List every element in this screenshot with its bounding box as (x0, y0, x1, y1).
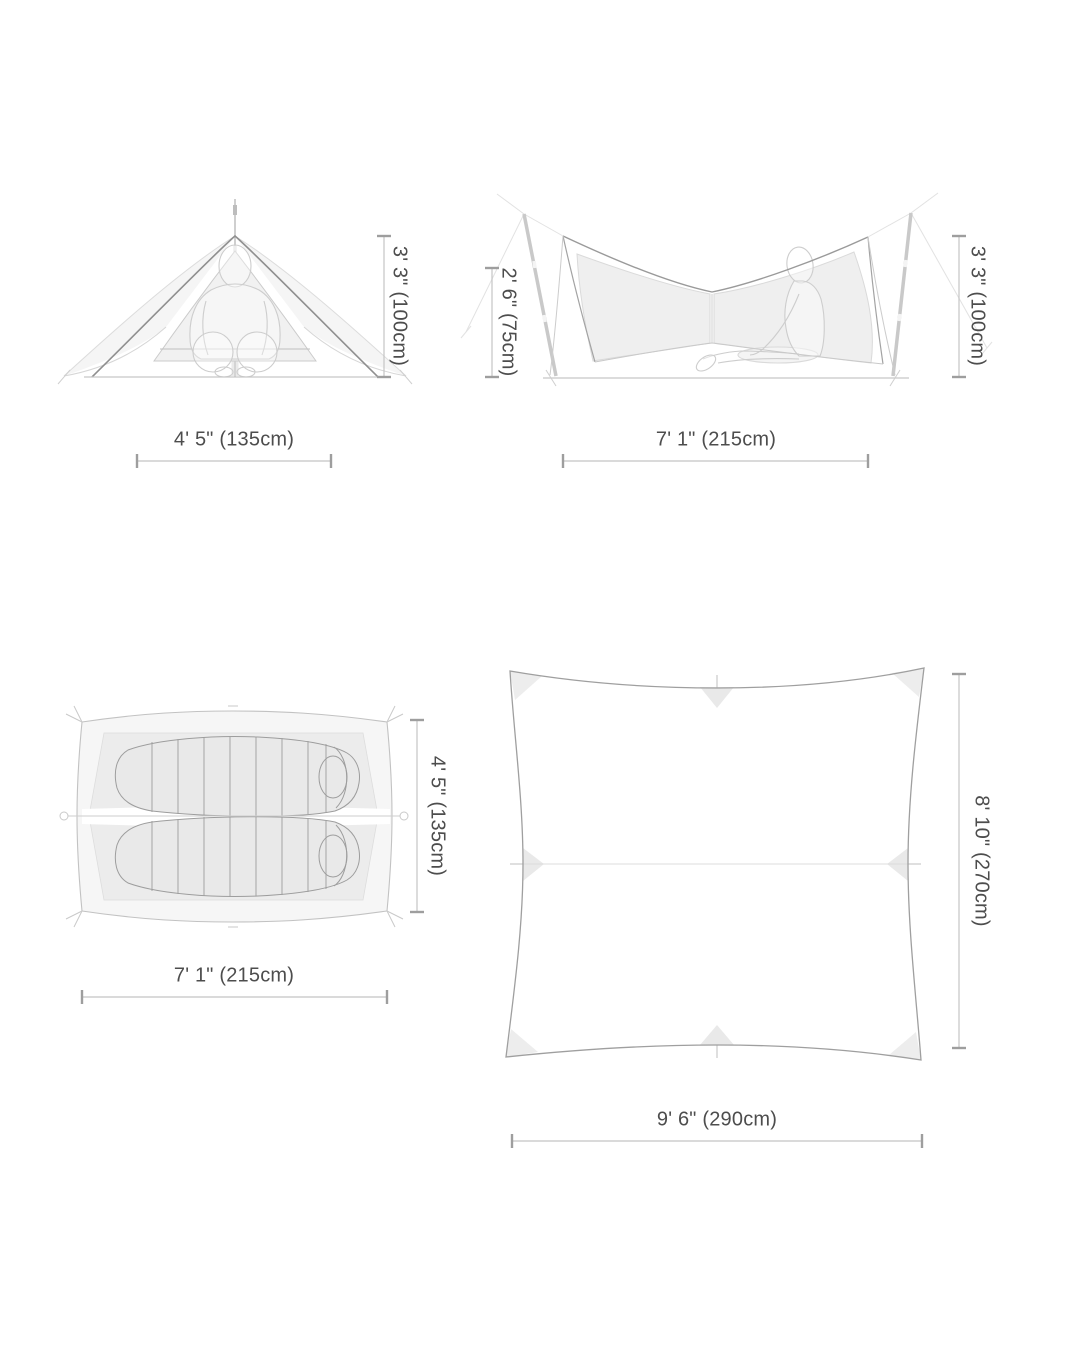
footprint-view (506, 668, 966, 1148)
top-width-dimension (410, 720, 424, 912)
stake-tick (58, 370, 70, 384)
pole-tip (233, 205, 237, 215)
footprint-depth-dimension (952, 674, 966, 1048)
tieout-ticks (510, 675, 921, 1058)
midedge-patches (523, 687, 908, 1045)
right-pole (893, 213, 911, 376)
front-width-dimension (137, 454, 331, 468)
side-length-dimension (563, 454, 868, 468)
left-pole (524, 214, 556, 376)
side-view (461, 193, 992, 468)
footprint-width-dimension (512, 1134, 922, 1148)
guyout-ring-left (60, 812, 68, 820)
sleeping-bag-top (115, 736, 359, 817)
guyout-ring-right (400, 812, 408, 820)
tent-spec-sheet: 3' 3" (100cm) 4' 5" (135cm) 2' 6" (75cm) 3' 3" (100cm) 7' 1" (215cm) 4' 5" (135cm) 7' 1" (215cm) 8' 10" (270cm) 9' 6" (290cm) (0, 0, 1080, 1350)
sleeping-bag-bottom (115, 816, 359, 897)
stake-tick (400, 370, 412, 384)
top-view (60, 706, 424, 1004)
top-length-dimension (82, 990, 387, 1004)
